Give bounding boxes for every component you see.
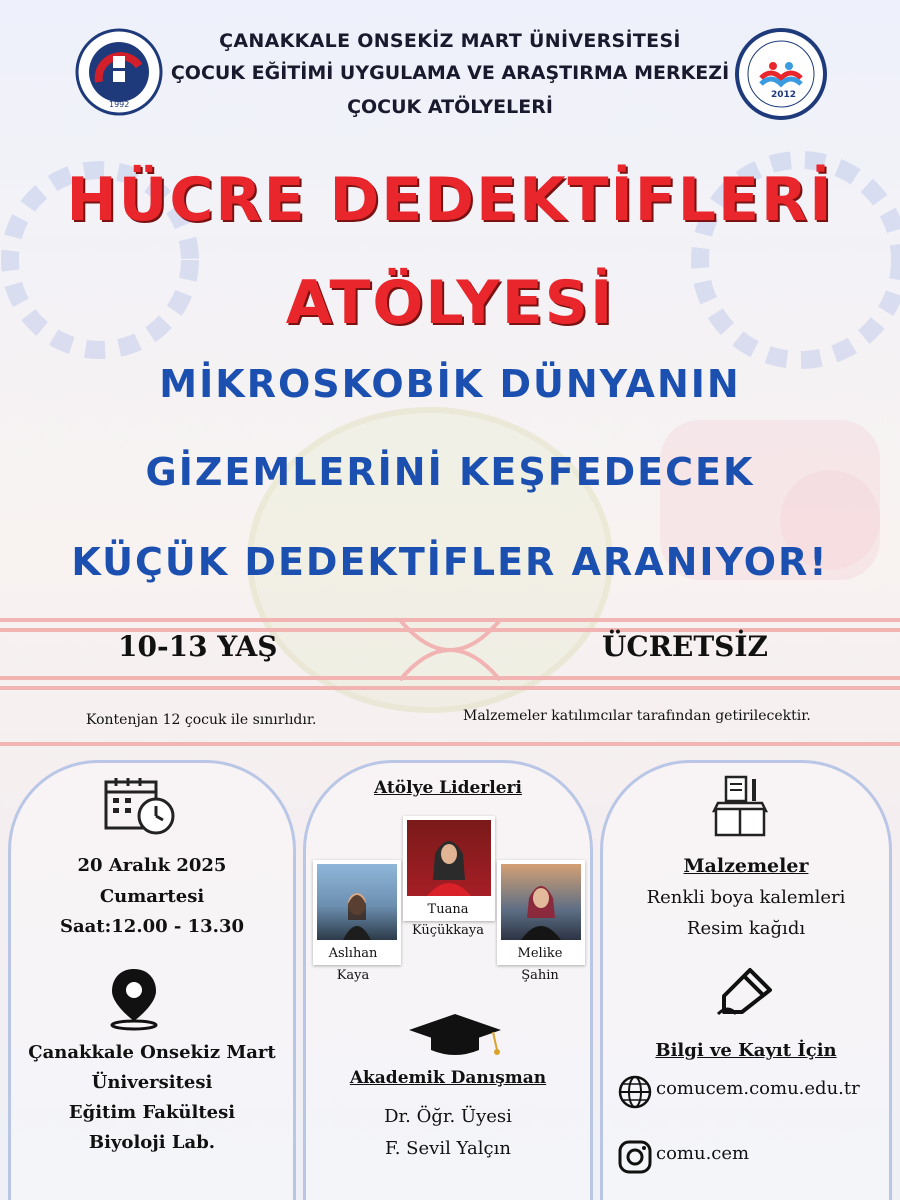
materials-note: Malzemeler katılımcılar tarafından getirilecektir. (463, 708, 811, 724)
title-line1: HÜCRE DEDEKTİFLERİ (66, 165, 834, 235)
box-icon (710, 775, 770, 841)
capacity-note: Kontenjan 12 çocuk ile sınırlıdır. (86, 712, 317, 728)
advisor-title-rank: Dr. Öğr. Üyesi (384, 1106, 512, 1127)
pen-icon (716, 966, 778, 1020)
leader1-first: Aslıhan (328, 946, 378, 961)
subtitle-line3: KÜÇÜK DEDEKTİFLER ARANIYOR! (71, 540, 829, 584)
logo-left-year: 1992 (109, 100, 130, 109)
location-line2: Üniversitesi (91, 1072, 213, 1093)
material-item-1: Renkli boya kalemleri (646, 887, 846, 908)
leader2-last: Küçükkaya (411, 923, 485, 938)
location-line3: Eğitim Fakültesi (68, 1102, 236, 1123)
event-date: 20 Aralık 2025 (77, 855, 227, 876)
location-pin-icon (108, 965, 160, 1035)
leader1-last: Kaya (336, 968, 370, 983)
event-day: Cumartesi (99, 886, 205, 907)
header-workshops: ÇOCUK ATÖLYELERİ (347, 96, 553, 118)
title-line2: ATÖLYESİ (285, 268, 615, 338)
logo-right-year: 2012 (771, 90, 797, 100)
age-range: 10-13 YAŞ (118, 630, 278, 663)
calendar-clock-icon (104, 776, 176, 842)
contact-title: Bilgi ve Kayıt İçin (655, 1040, 837, 1061)
leaders-title: Atölye Liderleri (374, 778, 522, 798)
instagram-handle[interactable]: comu.cem (656, 1143, 750, 1164)
materials-title: Malzemeler (683, 855, 809, 877)
header-center: ÇOCUK EĞİTİMİ UYGULAMA VE ARAŞTIRMA MERKEZİ (170, 62, 730, 84)
location-line4: Biyoloji Lab. (88, 1132, 216, 1153)
leader3-last: Şahin (521, 968, 559, 983)
advisor-name: F. Sevil Yalçın (385, 1138, 511, 1159)
globe-icon (618, 1075, 652, 1113)
band-line (0, 742, 900, 746)
header-university: ÇANAKKALE ONSEKİZ MART ÜNİVERSİTESİ (219, 30, 681, 52)
event-time: Saat:12.00 - 13.30 (59, 916, 245, 937)
subtitle-line2: GİZEMLERİNİ KEŞFEDECEK (145, 450, 755, 494)
advisor-title: Akademik Danışman (349, 1068, 547, 1088)
website-link[interactable]: comucem.comu.edu.tr (656, 1078, 860, 1099)
band-ornament (390, 610, 510, 690)
price-label: ÜCRETSİZ (602, 630, 768, 663)
instagram-icon (618, 1140, 652, 1178)
leader2-first: Tuana (427, 902, 469, 917)
subtitle-line1: MİKROSKOBİK DÜNYANIN (159, 362, 741, 406)
material-item-2: Resim kağıdı (686, 918, 806, 939)
leader3-first: Melike (517, 946, 563, 961)
location-line1: Çanakkale Onsekiz Mart (28, 1042, 276, 1063)
graduation-cap-icon (405, 1012, 505, 1064)
